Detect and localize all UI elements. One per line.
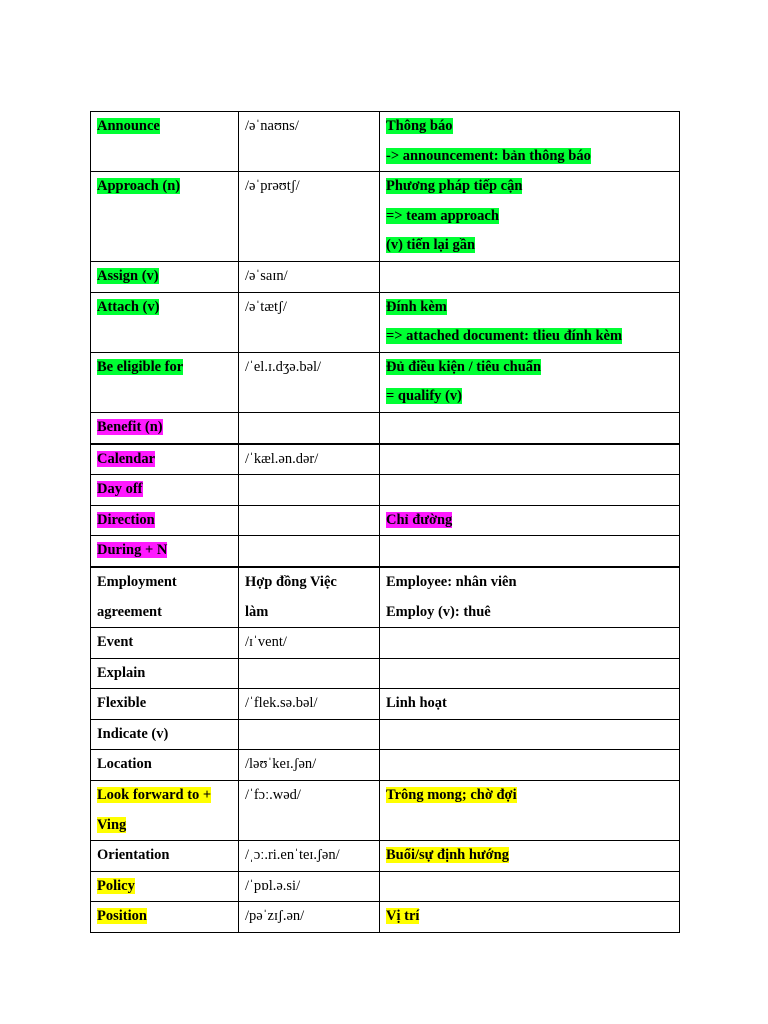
ipa-cell — [239, 689, 380, 720]
meaning-line: (v) tiến lại gần — [386, 237, 476, 254]
ipa-text: /ˈkæl.ən.dər/ — [245, 450, 319, 467]
ipa-cell — [239, 750, 380, 781]
ipa-line: làm — [245, 603, 269, 620]
ipa-cell — [239, 841, 380, 872]
meaning-cell — [380, 750, 680, 781]
ipa-cell — [239, 871, 380, 902]
meaning-line: Vị trí — [386, 908, 420, 925]
table-row — [91, 412, 680, 443]
word-text: Announce — [97, 118, 160, 134]
word-text: Be eligible for — [97, 358, 184, 375]
table-row — [91, 750, 680, 781]
meaning-line: Employ (v): thuê — [386, 603, 491, 620]
ipa-cell — [239, 475, 380, 506]
meaning-cell — [380, 536, 680, 567]
meaning-line: => attached document: tlieu đính kèm — [386, 328, 623, 345]
meaning-line: Đính kèm — [386, 298, 447, 315]
ipa-cell — [239, 444, 380, 475]
ipa-text: /ˈel.ɪ.dʒə.bəl/ — [245, 358, 322, 375]
meaning-cell — [380, 689, 680, 720]
word-text: Event — [97, 634, 134, 651]
ipa-text: /ˌɔː.ri.enˈteɪ.ʃən/ — [245, 847, 340, 864]
word-cell — [91, 475, 239, 506]
ipa-text: /pəˈzɪʃ.ən/ — [245, 908, 305, 925]
ipa-cell — [239, 536, 380, 567]
word-text: Policy — [97, 877, 135, 894]
ipa-text: /ˈflek.sə.bəl/ — [245, 695, 318, 712]
word-line: Ving — [97, 816, 127, 833]
word-text: During + N — [97, 542, 168, 559]
table-row — [91, 658, 680, 689]
table-row — [91, 505, 680, 536]
table-row — [91, 172, 680, 262]
word-cell — [91, 689, 239, 720]
table-row — [91, 719, 680, 750]
meaning-cell — [380, 871, 680, 902]
ipa-text: /əˈnaʊns/ — [245, 118, 299, 134]
word-text: Benefit (n) — [97, 418, 163, 435]
ipa-cell — [239, 628, 380, 659]
meaning-line: = qualify (v) — [386, 388, 462, 405]
meaning-cell — [380, 352, 680, 412]
word-cell — [91, 444, 239, 475]
ipa-text: /ɪˈvent/ — [245, 634, 287, 651]
word-line: agreement — [97, 603, 162, 620]
table-row — [91, 689, 680, 720]
ipa-text: /ləʊˈkeɪ.ʃən/ — [245, 756, 317, 773]
word-text: Day off — [97, 481, 143, 498]
ipa-cell — [239, 261, 380, 292]
word-text: Position — [97, 908, 147, 925]
ipa-text: /əˈprəʊtʃ/ — [245, 178, 300, 195]
ipa-cell — [239, 352, 380, 412]
meaning-cell — [380, 841, 680, 872]
meaning-line: Trông mong; chờ đợi — [386, 787, 517, 804]
meaning-line: Employee: nhân viên — [386, 573, 517, 590]
meaning-cell — [380, 172, 680, 262]
word-cell — [91, 412, 239, 443]
word-cell — [91, 112, 239, 172]
meaning-cell — [380, 412, 680, 443]
ipa-cell — [239, 412, 380, 443]
meaning-cell — [380, 902, 680, 933]
word-cell — [91, 841, 239, 872]
word-cell — [91, 567, 239, 628]
word-line: Look forward to + — [97, 787, 212, 804]
word-cell — [91, 750, 239, 781]
table-row — [91, 261, 680, 292]
meaning-cell — [380, 261, 680, 292]
meaning-cell — [380, 292, 680, 352]
ipa-cell — [239, 567, 380, 628]
ipa-text: /əˈsaɪn/ — [245, 267, 288, 284]
ipa-cell — [239, 505, 380, 536]
word-text: Assign (v) — [97, 267, 159, 284]
table-row — [91, 628, 680, 659]
table-row — [91, 871, 680, 902]
table-row — [91, 112, 680, 172]
table-row — [91, 902, 680, 933]
table-row — [91, 781, 680, 841]
meaning-line: Phương pháp tiếp cận — [386, 178, 523, 195]
table-row — [91, 536, 680, 567]
ipa-cell — [239, 112, 380, 172]
meaning-cell — [380, 719, 680, 750]
table-row — [91, 841, 680, 872]
word-cell — [91, 628, 239, 659]
meaning-cell — [380, 628, 680, 659]
meaning-cell — [380, 505, 680, 536]
table-row — [91, 475, 680, 506]
vocabulary-table — [90, 111, 680, 933]
meaning-cell — [380, 112, 680, 172]
table-row — [91, 292, 680, 352]
word-line: Employment — [97, 573, 177, 590]
ipa-cell — [239, 658, 380, 689]
word-text: Indicate (v) — [97, 725, 169, 742]
word-text: Flexible — [97, 695, 147, 712]
ipa-text: /əˈtætʃ/ — [245, 298, 287, 315]
meaning-cell — [380, 781, 680, 841]
meaning-line: Buổi/sự định hướng — [386, 847, 509, 864]
word-cell — [91, 902, 239, 933]
meaning-cell — [380, 444, 680, 475]
meaning-line: => team approach — [386, 207, 499, 224]
word-text: Approach (n) — [97, 178, 181, 195]
ipa-line: Hợp đồng Việc — [245, 573, 337, 590]
word-cell — [91, 536, 239, 567]
word-cell — [91, 781, 239, 841]
word-cell — [91, 261, 239, 292]
word-cell — [91, 505, 239, 536]
meaning-cell — [380, 567, 680, 628]
ipa-text: /ˈfɔː.wəd/ — [245, 787, 301, 804]
ipa-cell — [239, 172, 380, 262]
table-row — [91, 352, 680, 412]
word-cell — [91, 352, 239, 412]
ipa-cell — [239, 902, 380, 933]
word-cell — [91, 719, 239, 750]
word-text: Direction — [97, 511, 155, 528]
meaning-cell — [380, 475, 680, 506]
word-text: Explain — [97, 664, 146, 681]
word-text: Orientation — [97, 847, 170, 864]
word-text: Attach (v) — [97, 298, 160, 315]
word-text: Calendar — [97, 450, 155, 467]
ipa-cell — [239, 781, 380, 841]
ipa-text: /ˈpɒl.ə.si/ — [245, 877, 301, 894]
word-text: Location — [97, 756, 152, 773]
word-cell — [91, 172, 239, 262]
ipa-cell — [239, 719, 380, 750]
word-cell — [91, 871, 239, 902]
ipa-cell — [239, 292, 380, 352]
meaning-line: -> announcement: bản thông báo — [386, 147, 591, 164]
meaning-line: Thông báo — [386, 118, 453, 134]
table-row — [91, 444, 680, 475]
table-row — [91, 567, 680, 628]
meaning-line: Linh hoạt — [386, 695, 447, 712]
meaning-cell — [380, 658, 680, 689]
word-cell — [91, 292, 239, 352]
meaning-line: Chỉ đường — [386, 511, 453, 528]
word-cell — [91, 658, 239, 689]
meaning-line: Đủ điều kiện / tiêu chuẩn — [386, 358, 542, 375]
